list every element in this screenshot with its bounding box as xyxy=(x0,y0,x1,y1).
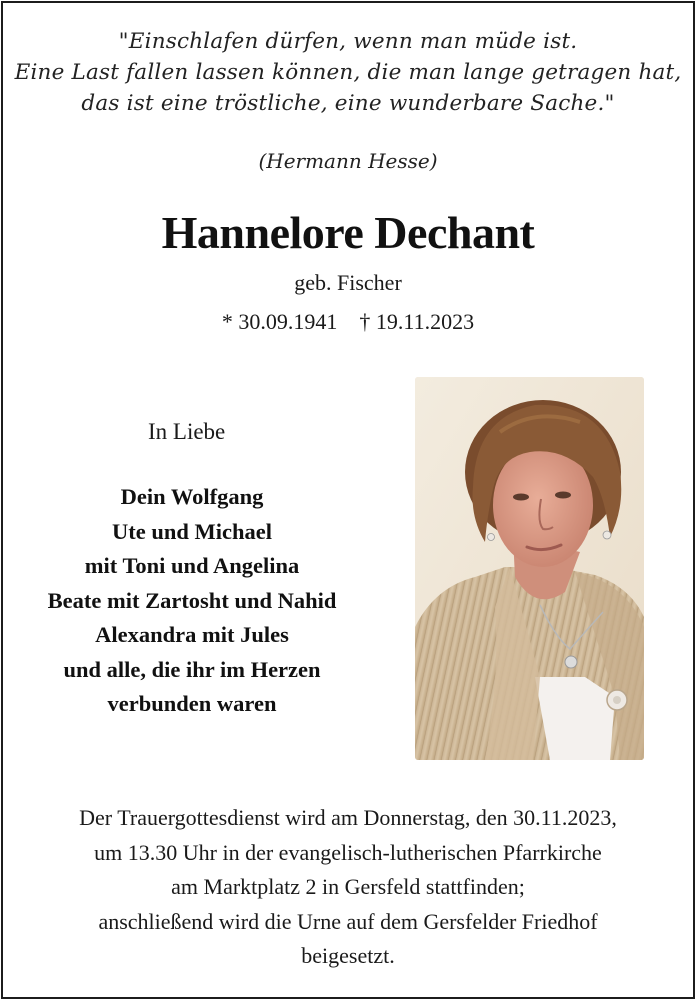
service-line: anschließend wird die Urne auf dem Gersfelder Friedhof xyxy=(98,908,598,934)
mourner-line: und alle, die ihr im Herzen xyxy=(63,656,321,682)
life-dates: * 30.09.1941 † 19.11.2023 xyxy=(221,309,475,334)
service-line: um 13.30 Uhr in der evangelisch-lutherischen Pfarrkirche xyxy=(94,839,602,865)
mourner-line: Alexandra mit Jules xyxy=(95,622,289,647)
mourner-line: Dein Wolfgang xyxy=(120,484,264,509)
in-love-intro: In Liebe xyxy=(148,419,226,444)
hesse-quote xyxy=(0,26,696,119)
quote-line: das ist eine tröstliche, eine wunderbare Sache." xyxy=(81,91,615,116)
mourner-line: mit Toni und Angelina xyxy=(84,553,300,578)
service-information xyxy=(0,801,696,974)
service-line: Der Trauergottesdienst wird am Donnerstag, den 30.11.2023, xyxy=(79,805,617,830)
portrait-photo xyxy=(415,377,644,760)
portrait-illustration xyxy=(415,377,644,760)
deceased-name: Hannelore Dechant xyxy=(161,207,535,258)
mourner-line: Ute und Michael xyxy=(112,518,272,544)
service-line: beigesetzt. xyxy=(301,943,395,968)
mourner-line: Beate mit Zartosht und Nahid xyxy=(47,587,337,613)
quote-line: Eine Last fallen lassen können, die man lange getragen hat, xyxy=(14,60,682,85)
quote-line: "Einschlafen dürfen, wenn man müde ist. xyxy=(118,29,578,54)
mourner-line: verbunden waren xyxy=(107,691,277,716)
birth-name: geb. Fischer xyxy=(294,270,402,295)
service-line: am Marktplatz 2 in Gersfeld stattfinden; xyxy=(171,874,525,899)
mourners-list xyxy=(22,480,362,722)
quote-author: (Hermann Hesse) xyxy=(258,149,438,173)
